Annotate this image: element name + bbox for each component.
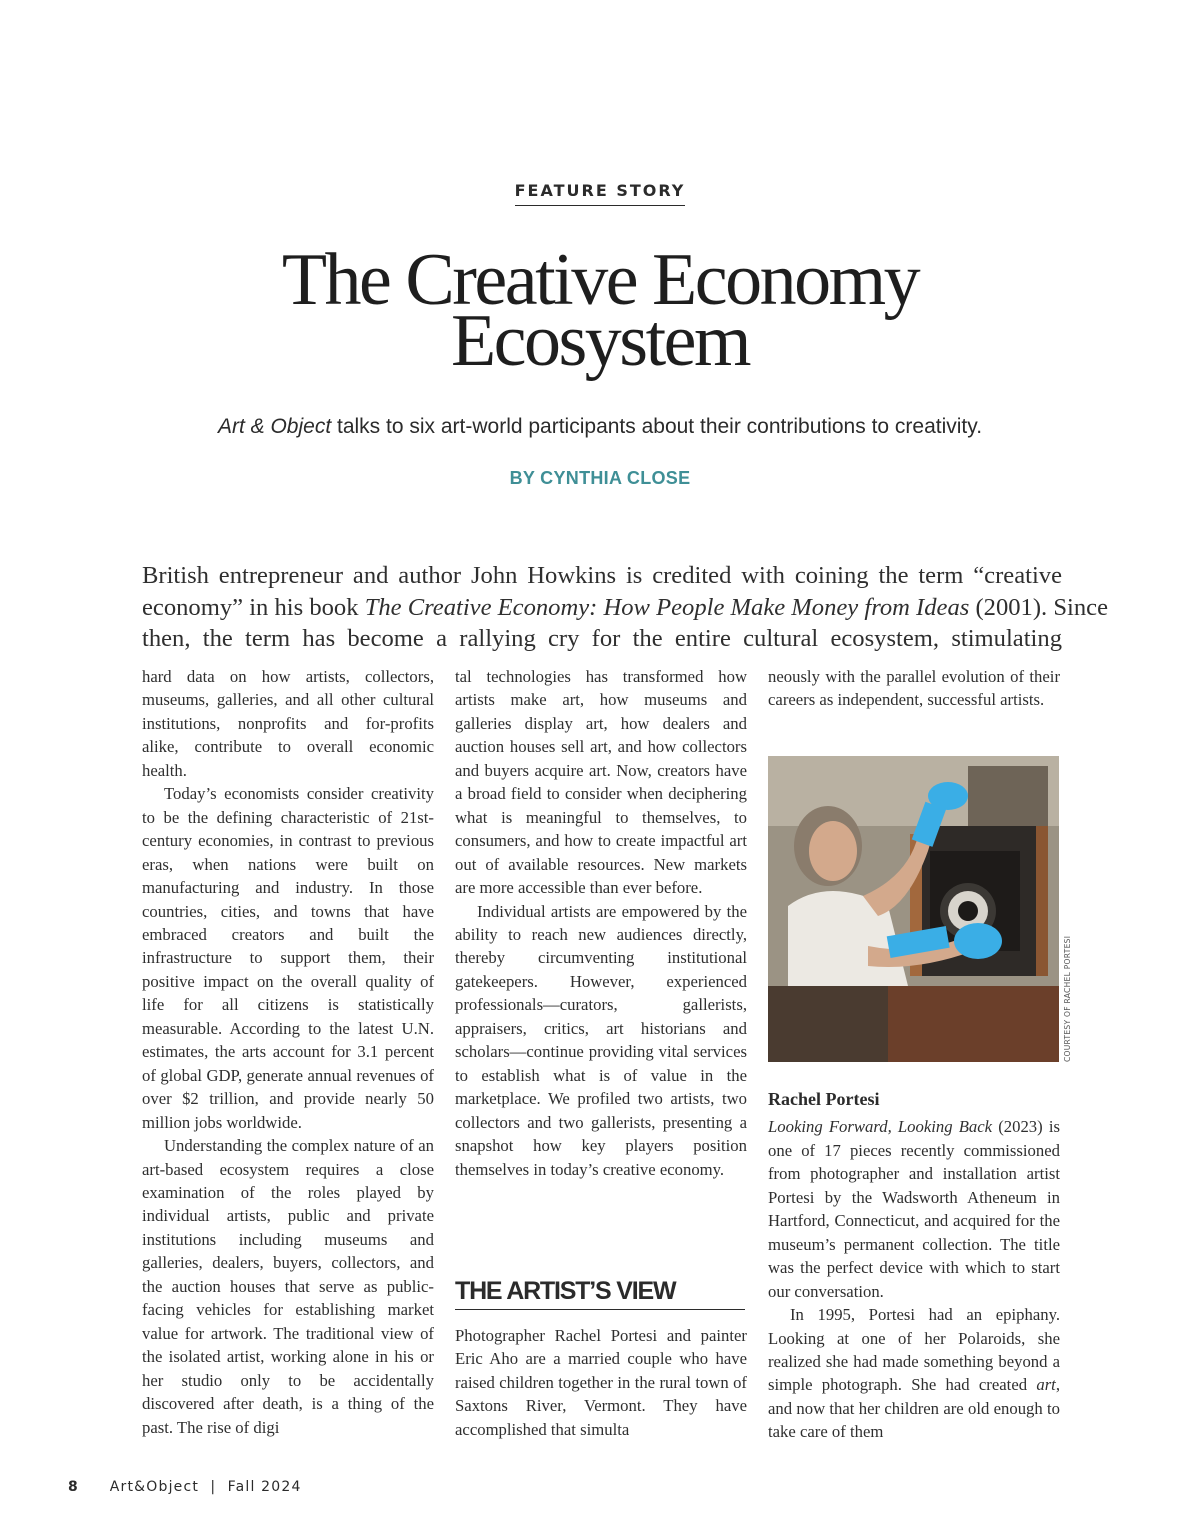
intro-paragraph [142,560,1108,655]
body-column-1 [142,665,434,1439]
dek-text: talks to six art-world participants about their contributions to creativity. [331,415,983,438]
body-paragraph: In 1995, Portesi had an epiphany. Looking at one of her Polaroids, she realized she had made something beyond a simple photograph. She had created art, and now that her children are old enough to take care of them [768,1305,1060,1442]
body-paragraph: Photographer Rachel Portesi and painter Eric Aho are a married couple who have raised children together in the rural town of Saxtons River, Vermont. They have accomplished that simulta [455,1326,747,1439]
body-paragraph: tal technologies has transformed how artists make art, how museums and galleries display art, how dealers and auction houses sell art, and how collectors and buyers acquire art. Now, creators have a broad field to consider when deciphering what is meaningful to themselves, to consumers, and how to create impactful art out of available resources. New markets are more accessible than ever before. [455,667,747,898]
photo-illustration [768,756,1059,1062]
intro-line: then, the term has become a rallying cry for the entire cultural ecosystem, stimulating [142,625,1062,652]
profile-block [768,1088,1060,1444]
body-column-2-continued [455,1324,747,1441]
intro-line: British entrepreneur and author John Howkins is credited with coining the term “creative [142,562,1062,589]
body-column-3 [768,665,1060,712]
body-paragraph: neously with the parallel evolution of their careers as independent, successful artists. [768,667,1060,710]
artist-photo [768,756,1059,1062]
section-heading: THE ARTIST’S VIEW [455,1277,745,1310]
body-column-2 [455,665,747,1181]
profile-name: Rachel Portesi [768,1089,880,1109]
body-paragraph: hard data on how artists, collectors, museums, galleries, and all other cultural institutions, nonprofits and for-profits alike, contribute to overall economic health. [142,667,434,780]
body-paragraph: Individual artists are empowered by the ability to reach new audiences directly, thereby circumventing institutional gatekeepers. However, experienced professionals—curators, gallerists, appraisers, critics, art historians and scholars—continue providing vital services to establish what is of value in the marketplace. We profiled two artists, two collectors and two gallerists, presenting a snapshot how key players position themselves in today’s creative economy. [455,901,747,1179]
article-dek [0,415,1200,439]
byline: BY CYNTHIA CLOSE [509,468,691,488]
photo-credit: COURTESY OF RACHEL PORTESI [1063,935,1072,1062]
title-line-1: The Creative Economy [281,239,919,321]
artwork-title: Looking Forward, Looking Back [768,1117,993,1137]
page-footer [68,1479,302,1495]
body-paragraph: Looking Forward, Looking Back (2023) is one of 17 pieces recently commissioned from photographer and installation artist Portesi by the Wadsworth Atheneum in Hartford, Connecticut, and acquired for the museum’s permanent collection. The title was the perfect device with which to start our conversation. [768,1117,1060,1301]
page-number: 8 [68,1479,78,1495]
section-kicker [0,181,1200,206]
publication-info: Art&Object | Fall 2024 [109,1479,302,1495]
article-title [0,239,1200,382]
body-paragraph: Understanding the complex nature of an art-based ecosystem requires a close examination of the roles played by individual artists, public and private institutions including museums and galleries, dealers, buyers, collectors, and the auction houses that serve as public-facing vehicles for establishing market value for artwork. The traditional view of the isolated artist, working alone in his or her studio only to be accidentally discovered after death, is a thing of the past. The rise of digi [142,1136,434,1437]
title-line-2: Ecosystem [450,300,750,382]
intro-line: economy” in his book The Creative Economy: How People Make Money from Ideas (2001). Since [142,593,1108,621]
emphasis: art [1036,1375,1056,1395]
book-title: The Creative Economy: How People Make Money from Ideas [364,593,970,621]
kicker-label: FEATURE STORY [515,181,686,206]
dek-publication: Art & Object [217,415,332,438]
body-paragraph: Today’s economists consider creativity to be the defining characteristic of 21st-century economies, in contrast to previous eras, when nations were built on manufacturing and industry. In those countries, cities, and towns that have embraced creators and built the infrastructure to support them, their positive impact on the overall quality of life for all citizens is statistically measurable. According to the latest U.N. estimates, the arts account for 3.1 percent of global GDP, generate annual revenues of over $2 trillion, and provide nearly 50 million jobs worldwide. [142,784,434,1132]
